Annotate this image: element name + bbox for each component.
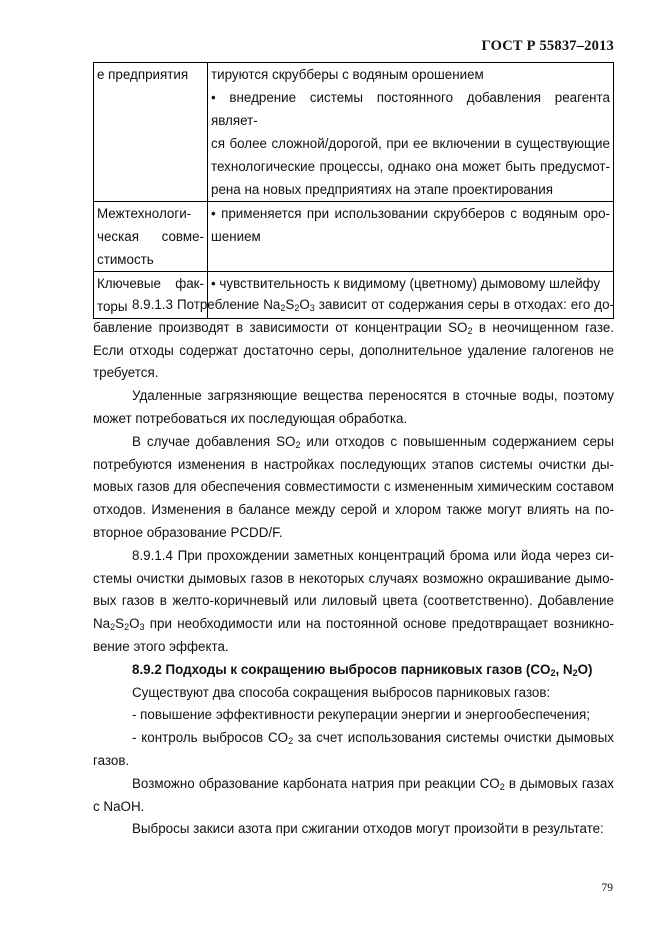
text-line: технологические процессы, однако она может быть предусмот- bbox=[211, 159, 610, 174]
text-line: бавление производят в зависимости от концентрации $SO_2$ в неочищенном газе. bbox=[93, 319, 614, 336]
text-line: с NaOH. bbox=[93, 798, 145, 814]
table-text-cell bbox=[208, 63, 614, 202]
page-number: 79 bbox=[601, 882, 613, 894]
text-line: отходов. Изменения в балансе между серой и хлором также могут влиять на по- bbox=[93, 502, 614, 518]
paragraph-so2-addition-cont bbox=[93, 454, 614, 545]
table-text-cell bbox=[208, 202, 614, 272]
paragraph-removed-pollutants bbox=[93, 385, 614, 408]
text-line: 8.9.1.3 Потребление $Na_2S_2O_3$ зависит от содержания серы в отходах: его до- bbox=[132, 297, 614, 313]
paragraph-so2-addition bbox=[93, 431, 614, 454]
paragraph-8-9-1-3-cont bbox=[93, 317, 614, 385]
text-line: - контроль выбросов $CO_2$ за счет использования системы очистки дымовых bbox=[132, 730, 614, 747]
paragraph-sodium-carbonate bbox=[93, 773, 614, 796]
paragraph-nitrous-oxide: Выбросы закиси азота при сжигании отходов могут произойти в результате: bbox=[132, 821, 604, 837]
text-line: • применяется при использовании скрубберов с водяным оро- bbox=[211, 206, 610, 221]
list-item-co2-control bbox=[93, 727, 614, 750]
table-row bbox=[94, 202, 614, 272]
label-line: Межтехнологи- bbox=[97, 206, 192, 221]
label-line: е предприятия bbox=[97, 67, 189, 82]
text-line: мовых газов для обеспечения совместимости с измененным химическим составом bbox=[93, 479, 614, 495]
standard-header: ГОСТ Р 55837–2013 bbox=[481, 38, 614, 54]
text-line: Возможно образование карбоната натрия при реакции $CO_2$ в дымовых газах bbox=[132, 775, 614, 792]
table-label-cell bbox=[94, 202, 208, 272]
text-line: требуется. bbox=[93, 365, 159, 381]
text-line: ся более сложной/дорогой, при ее включении в существующие bbox=[211, 136, 610, 151]
table-label-cell bbox=[94, 63, 208, 202]
label-line: ческая совме- bbox=[97, 229, 204, 244]
paragraph-two-methods: Существуют два способа сокращения выбросов парниковых газов: bbox=[132, 684, 551, 700]
text-line: вых газов в желто-коричневый или лиловый цвета (соответственно). Добавление bbox=[93, 593, 614, 609]
text-line: В случае добавления $SO_2$ или отходов с повышенным содержанием серы bbox=[132, 433, 615, 450]
text-line: • чувствительность к видимому (цветному) дымовому шлейфу bbox=[211, 276, 601, 291]
table-row bbox=[94, 63, 614, 202]
text-line: • внедрение системы постоянного добавления реагента являет- bbox=[211, 90, 610, 128]
label-line: торы bbox=[97, 299, 128, 314]
text-line: рена на новых предприятиях на этапе проектирования bbox=[211, 182, 553, 197]
text-line: Если отходы содержат достаточно серы, дополнительное удаление галогенов не bbox=[93, 342, 614, 358]
body-text bbox=[93, 294, 614, 841]
text-line: тируются скрубберы с водяным орошением bbox=[211, 67, 484, 82]
text-line: может потребоваться их последующая обработка. bbox=[93, 410, 408, 426]
characteristics-table bbox=[93, 62, 614, 319]
paragraph-8-9-1-4-cont bbox=[93, 568, 614, 659]
text-line: 8.9.1.4 При прохождении заметных концентраций брома или йода через си- bbox=[132, 547, 614, 563]
text-line: стемы очистки дымовых газов в некоторых случаях возможно окрашивание дымо- bbox=[93, 570, 614, 586]
text-line: вторное образование PCDD/F. bbox=[93, 524, 283, 540]
section-heading-8-9-2: 8.9.2 Подходы к сокращению выбросов парниковых газов ($CO_2$, $N_2O$) bbox=[132, 661, 593, 678]
list-item-co2-control-cont bbox=[93, 750, 614, 773]
text-line: вение этого эффекта. bbox=[93, 638, 229, 654]
label-line: Ключевые фак- bbox=[97, 276, 204, 291]
list-item-energy: - повышение эффективности рекуперации энергии и энергообеспечения; bbox=[132, 707, 590, 723]
paragraph-8-9-1-4 bbox=[93, 545, 614, 568]
paragraph-removed-pollutants-cont bbox=[93, 408, 614, 431]
paragraph-8-9-1-3 bbox=[93, 294, 614, 317]
text-line: газов. bbox=[93, 752, 130, 768]
text-line: потребуются изменения в настройках последующих этапов системы очистки ды- bbox=[93, 456, 614, 472]
label-line: стимость bbox=[97, 252, 154, 267]
text-line: шением bbox=[211, 229, 261, 244]
text-line: $Na_2S_2O_3$ при необходимости или на постоянной основе предотвращает возникно- bbox=[93, 616, 614, 633]
text-line: Удаленные загрязняющие вещества переносятся в сточные воды, поэтому bbox=[132, 388, 614, 404]
paragraph-sodium-carbonate-cont bbox=[93, 796, 614, 819]
